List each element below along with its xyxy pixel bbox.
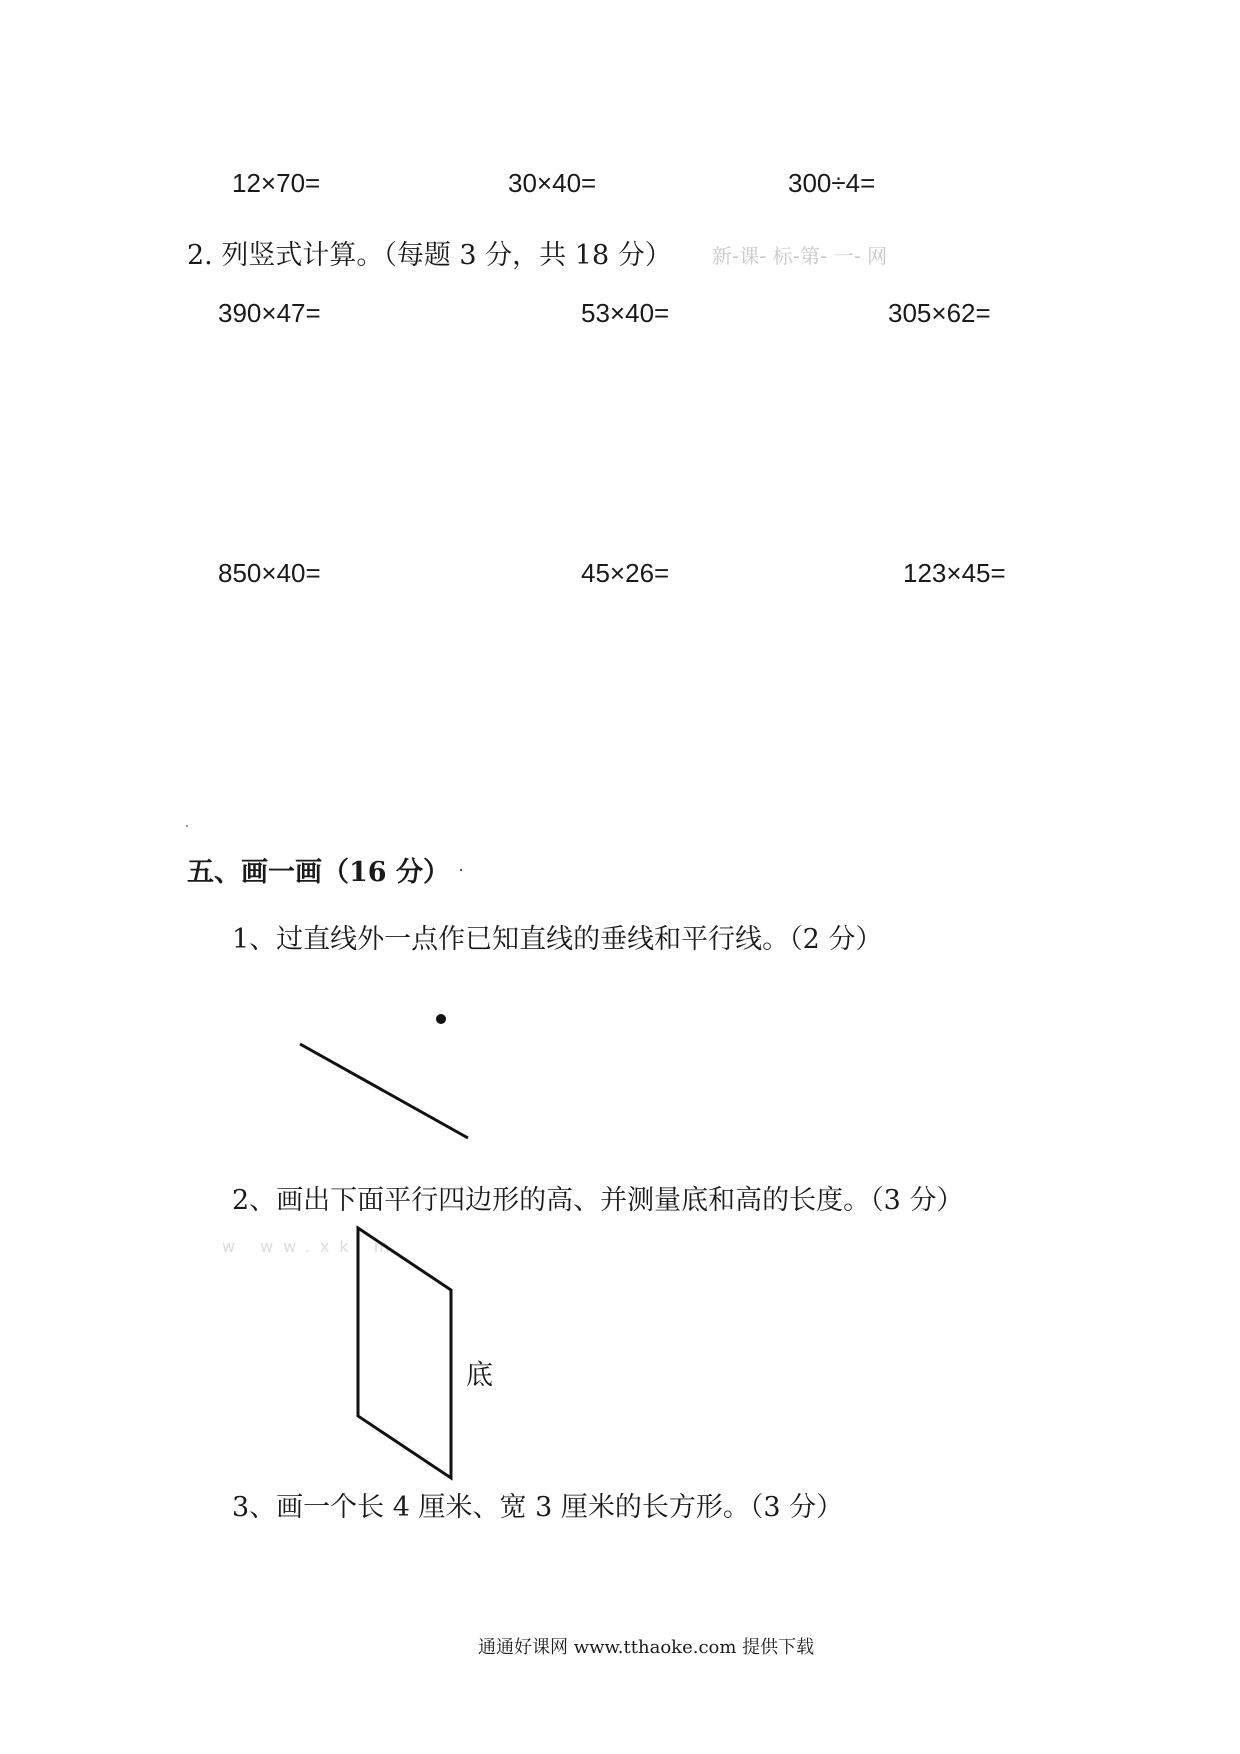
expr-45x26: 45×26= [581,558,670,588]
expr-305x62: 305×62= [888,298,991,328]
drawing-item-2: 2、画出下面平行四边形的高、并测量底和高的长度。（3 分） [232,1185,964,1216]
drawing-item-3: 3、画一个长 4 厘米、宽 3 厘米的长方形。（3 分） [232,1492,844,1523]
watermark-text: 新-课- 标-第- 一- 网 [712,244,888,268]
section-5-heading: 五、画一画（16 分） [187,857,450,888]
drawing-item-1: 1、过直线外一点作已知直线的垂线和平行线。（2 分） [232,924,883,955]
expr-123x45: 123×45= [903,558,1006,588]
given-line [300,1044,468,1138]
base-label: 底 [466,1360,493,1391]
question-2-title: 2. 列竖式计算。（每题 3 分，共 18 分） [187,240,672,271]
expr-390x47: 390×47= [218,298,321,328]
expr-850x40: 850×40= [218,558,321,588]
scan-speck-2 [460,869,462,871]
watermark-faint: w ww.xk m [222,1237,400,1256]
expr-53x40: 53×40= [581,298,670,328]
footer-credit: 通通好课网 www.tthaoke.com 提供下载 [478,1637,815,1658]
expr-30x40: 30×40= [508,168,597,198]
scan-speck [186,825,188,827]
given-point [436,1014,446,1024]
parallelogram [358,1228,451,1478]
expr-300div4: 300÷4= [788,168,876,198]
expr-12x70: 12×70= [232,168,321,198]
